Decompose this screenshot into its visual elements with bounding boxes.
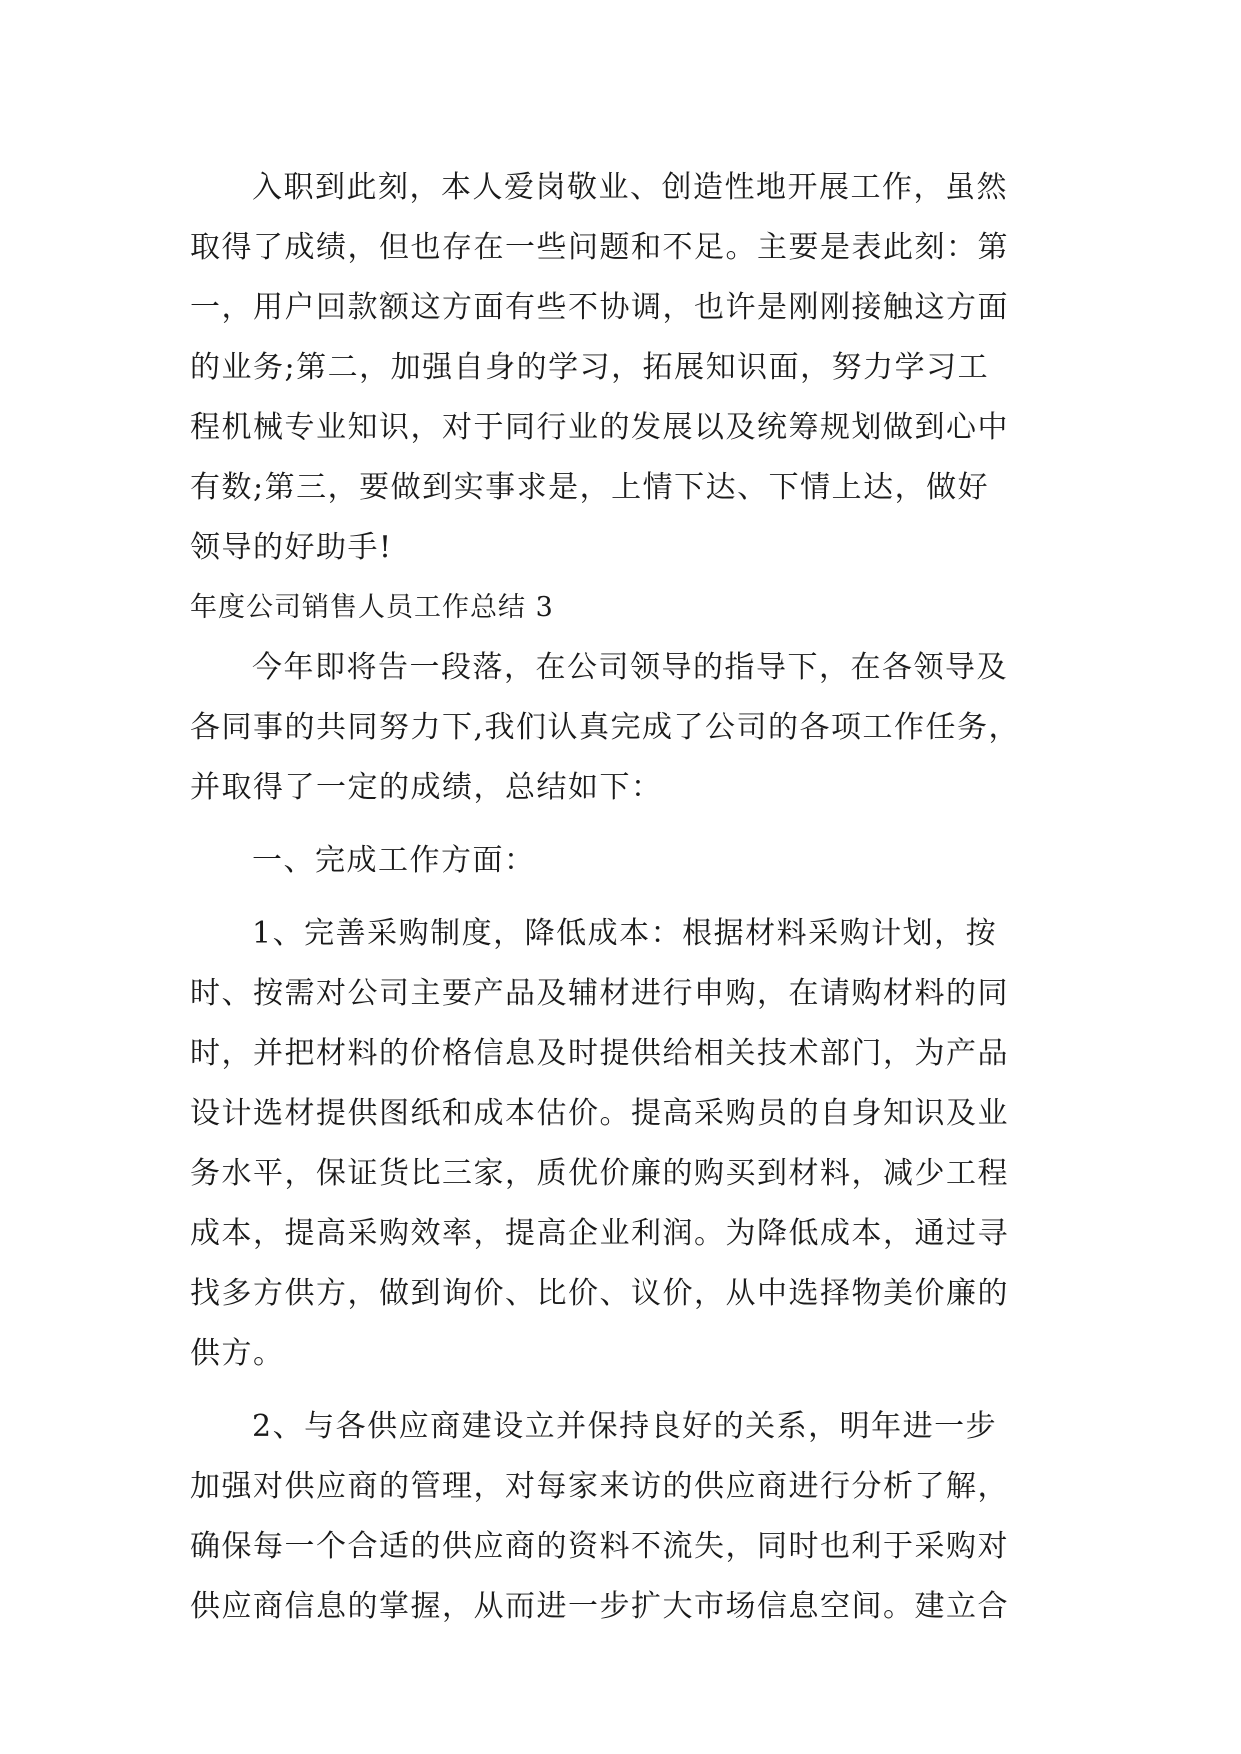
- text-line: 取得了成绩，但也存在一些问题和不足。主要是表此刻：第: [190, 230, 1009, 265]
- paragraph-subheading: [190, 831, 1062, 891]
- text-line: 供应商信息的掌握，从而进一步扩大市场信息空间。建立合: [190, 1589, 1009, 1624]
- text-line: 的业务;第二，加强自身的学习，拓展知识面，努力学习工: [190, 350, 990, 385]
- text-line: 一，用户回款额这方面有些不协调，也许是刚刚接触这方面: [190, 290, 1009, 325]
- section-heading: 年度公司销售人员工作总结 3: [190, 592, 554, 623]
- text-line: 时、按需对公司主要产品及辅材进行申购，在请购材料的同: [190, 976, 1009, 1011]
- text-line: 务水平，保证货比三家，质优价廉的购买到材料，减少工程: [190, 1156, 1009, 1191]
- text-line: 1、完善采购制度，降低成本：根据材料采购计划，按: [252, 916, 998, 951]
- document-body: [190, 158, 1062, 1637]
- text-line: 一、完成工作方面：: [252, 843, 536, 878]
- text-line: 找多方供方，做到询价、比价、议价，从中选择物美价廉的: [190, 1276, 1009, 1311]
- text-line: 2、与各供应商建设立并保持良好的关系，明年进一步: [252, 1409, 998, 1444]
- text-line: 领导的好助手!: [190, 530, 393, 565]
- text-line: 时，并把材料的价格信息及时提供给相关技术部门，为产品: [190, 1036, 1009, 1071]
- text-line: 各同事的共同努力下,我们认真完成了公司的各项工作任务，: [190, 710, 1021, 745]
- text-line: 程机械专业知识，对于同行业的发展以及统筹规划做到心中: [190, 410, 1009, 445]
- paragraph-summary: [190, 638, 1062, 818]
- paragraph-intro: [190, 158, 1062, 578]
- text-line: 入职到此刻，本人爱岗敬业、创造性地开展工作，虽然: [252, 170, 1008, 205]
- text-line: 确保每一个合适的供应商的资料不流失，同时也利于采购对: [190, 1529, 1009, 1564]
- text-line: 有数;第三，要做到实事求是，上情下达、下情上达，做好: [190, 470, 990, 505]
- text-line: 成本，提高采购效率，提高企业利润。为降低成本，通过寻: [190, 1216, 1009, 1251]
- text-line: 今年即将告一段落，在公司领导的指导下，在各领导及: [252, 650, 1008, 685]
- paragraph-item-1: [190, 904, 1062, 1384]
- paragraph-item-2: [190, 1397, 1062, 1637]
- text-line: 设计选材提供图纸和成本估价。提高采购员的自身知识及业: [190, 1096, 1009, 1131]
- text-line: 并取得了一定的成绩，总结如下：: [190, 770, 663, 805]
- text-line: 加强对供应商的管理，对每家来访的供应商进行分析了解，: [190, 1469, 1009, 1504]
- text-line: 供方。: [190, 1336, 285, 1371]
